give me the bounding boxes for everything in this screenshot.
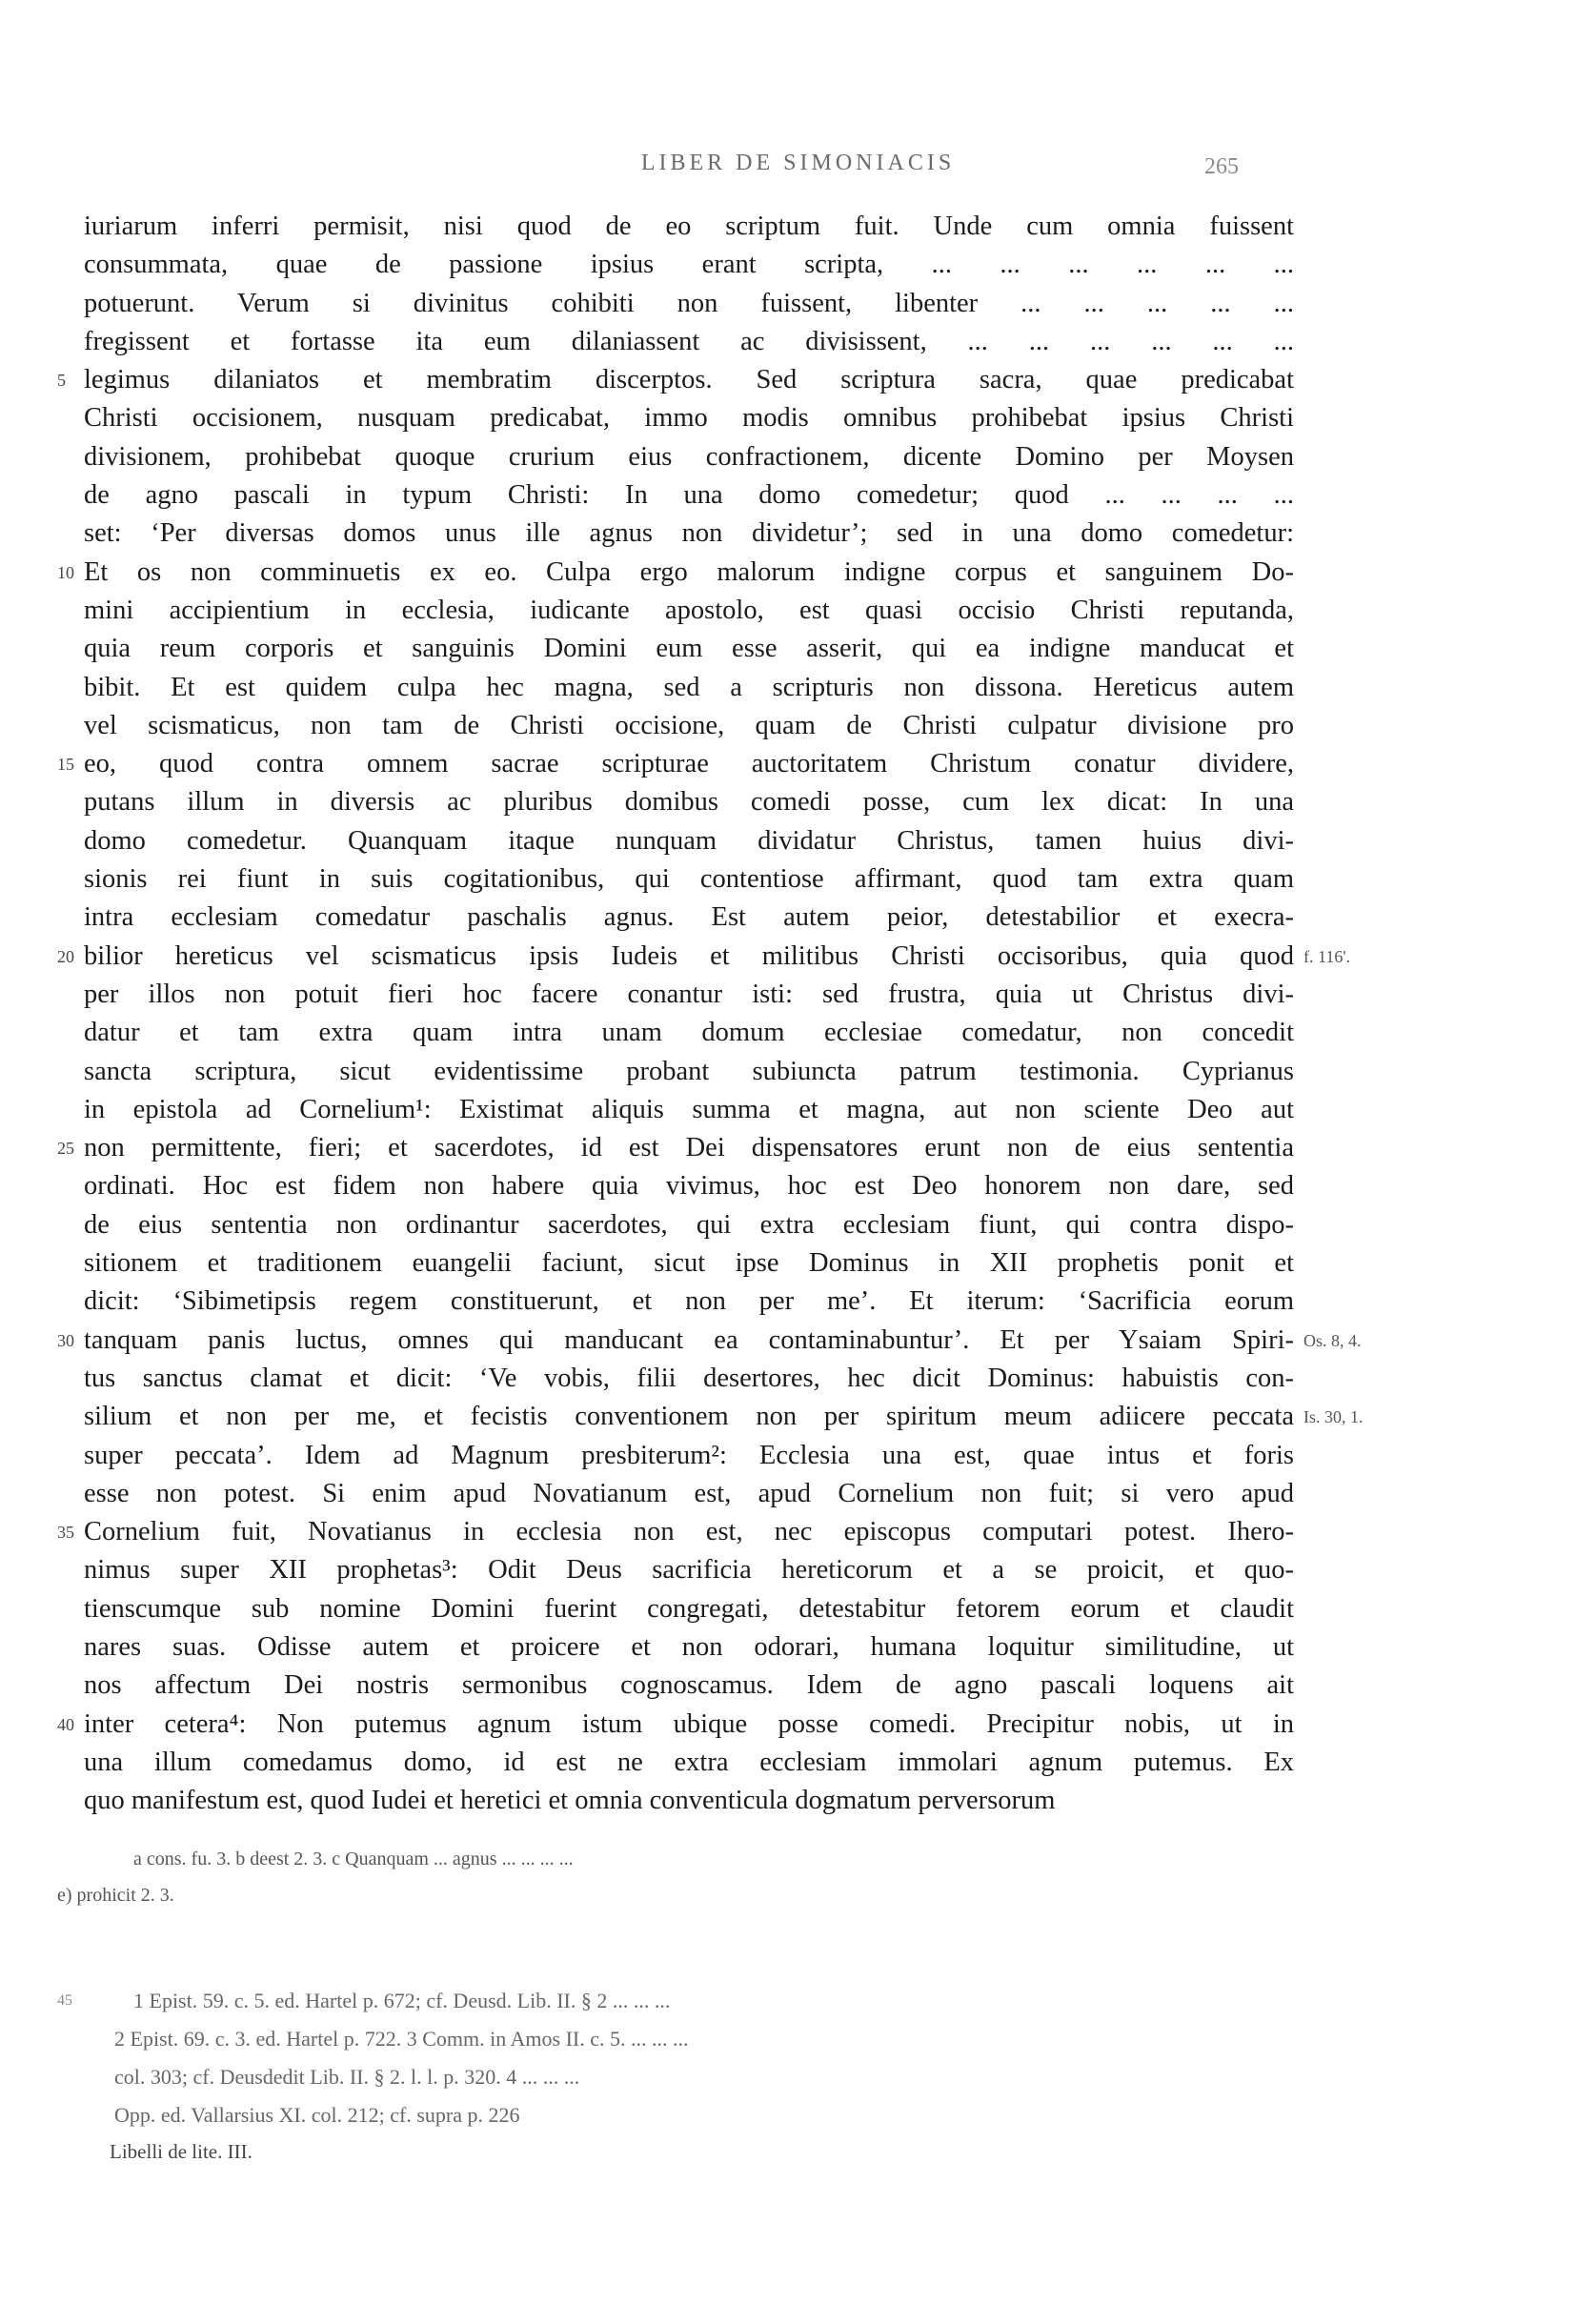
apparatus-line: e) prohicit 2. 3. (57, 1885, 174, 1906)
line-text: nimus super XII prophetas³: Odit Deus sacrificia hereticorum et a se proicit, et quo- (84, 1555, 1294, 1586)
line-text: potuerunt. Verum si divinitus cohibiti non fuissent, libenter ... ... ... ... ... (84, 288, 1294, 318)
line-text: de agno pascali in typum Christi: In una domo comedetur; quod ... ... ... ... (84, 480, 1294, 511)
text-line (57, 707, 1391, 745)
text-line (57, 630, 1391, 668)
text-line (57, 1360, 1391, 1398)
line-text: divisionem, prohibebat quoque crurium eius confractionem, dicente Domino per Moysen (84, 441, 1294, 472)
line-number: 35 (57, 1523, 74, 1543)
line-text: Christi occisionem, nusquam predicabat, immo modis omnibus prohibebat ipsius Christi (84, 403, 1294, 434)
text-line (57, 438, 1391, 476)
text-line (57, 1475, 1391, 1513)
footnote-line (57, 2058, 1315, 2096)
text-line (57, 208, 1391, 246)
line-text: tus sanctus clamat et dicit: ‘Ve vobis, filii desertores, hec dicit Dominus: habuistis con- (84, 1363, 1294, 1393)
line-text: esse non potest. Si enim apud Novatianum est, apud Cornelium non fuit; si vero apud (84, 1478, 1294, 1508)
main-text (57, 208, 1391, 1820)
line-text: tanquam panis luctus, omnes qui manducant ea contaminabuntur’. Et per Ysaiam Spiri- (84, 1324, 1294, 1355)
text-line (57, 1014, 1391, 1052)
text-line (57, 899, 1391, 937)
line-number: 20 (57, 946, 74, 966)
margin-note: Is. 30, 1. (1303, 1407, 1364, 1427)
line-text: legimus dilaniatos et membratim discerptos. Sed scriptura sacra, quae predicabat (84, 365, 1294, 395)
line-text: intra ecclesiam comedatur paschalis agnus. Est autem peior, detestabilior et execra- (84, 902, 1294, 933)
line-text: sitionem et traditionem euangelii faciunt, sicut ipse Dominus in XII prophetis ponit et (84, 1248, 1294, 1279)
text-line (57, 1551, 1391, 1589)
text-line (57, 1744, 1391, 1782)
line-text: per illos non potuit fieri hoc facere conantur isti: sed frustra, quia ut Christus divi- (84, 979, 1294, 1009)
footnote-text: 1 Epist. 59. c. 5. ed. Hartel p. 672; cf. Deusd. Lib. II. § 2 ... ... ... (133, 1989, 671, 2012)
text-line (57, 1283, 1391, 1321)
text-line (57, 246, 1391, 284)
line-text: bilior hereticus vel scismaticus ipsis Iudeis et militibus Christi occisoribus, quia quod (84, 940, 1294, 971)
footnote-line (57, 2020, 1315, 2058)
text-line (57, 592, 1391, 630)
footnote-text: Opp. ed. Vallarsius XI. col. 212; cf. supra p. 226 (114, 2103, 520, 2127)
line-text: nos affectum Dei nostris sermonibus cognoscamus. Idem de agno pascali loquens ait (84, 1670, 1294, 1701)
line-text: Cornelium fuit, Novatianus in ecclesia non est, nec episcopus computari potest. Ihero- (84, 1517, 1294, 1547)
line-number: 25 (57, 1139, 74, 1159)
text-line (57, 399, 1391, 437)
line-text: domo comedetur. Quanquam itaque nunquam dividatur Christus, tamen huius divi- (84, 825, 1294, 856)
line-text: bibit. Et est quidem culpa hec magna, sed a scripturis non dissona. Hereticus autem (84, 672, 1294, 702)
running-title: LIBER DE SIMONIACIS (640, 151, 956, 175)
line-text: ordinati. Hoc est fidem non habere quia vivimus, hoc est Deo honorem non dare, sed (84, 1171, 1294, 1202)
line-text: non permittente, fieri; et sacerdotes, id est Dei dispensatores erunt non de eius sententia (84, 1133, 1294, 1163)
line-text: mini accipientium in ecclesia, iudicante apostolo, est quasi occisio Christi reputanda, (84, 595, 1294, 625)
critical-apparatus (57, 1841, 1296, 1913)
apparatus-line: a cons. fu. 3. b deest 2. 3. c Quanquam ... agnus ... ... ... ... (133, 1849, 574, 1869)
line-text: fregissent et fortasse ita eum dilaniassent ac divisissent, ... ... ... ... ... ... (84, 326, 1294, 356)
line-text: super peccata’. Idem ad Magnum presbiterum²: Ecclesia una est, quae intus et foris (84, 1440, 1294, 1470)
text-line (57, 783, 1391, 821)
text-line (57, 822, 1391, 860)
line-text: de eius sententia non ordinantur sacerdotes, qui extra ecclesiam fiunt, qui contra dispo- (84, 1209, 1294, 1240)
line-text: sionis rei fiunt in suis cogitationibus, qui contentiose affirmant, quod tam extra quam (84, 864, 1294, 895)
footnote-line (57, 2096, 1315, 2134)
text-line (57, 515, 1391, 553)
text-line (57, 1437, 1391, 1475)
text-line (57, 1091, 1391, 1129)
text-line (57, 976, 1391, 1014)
line-text: eo, quod contra omnem sacrae scripturae auctoritatem Christum conatur dividere, (84, 749, 1294, 779)
line-text: datur et tam extra quam intra unam domum ecclesiae comedatur, non concedit (84, 1018, 1294, 1048)
text-line (57, 1706, 1391, 1744)
line-number: 30 (57, 1330, 74, 1350)
line-text: sancta scriptura, sicut evidentissime probant subiuncta patrum testimonia. Cyprianus (84, 1056, 1294, 1086)
line-number: 10 (57, 562, 74, 582)
text-line (57, 1513, 1391, 1551)
line-text: una illum comedamus domo, id est ne extra ecclesiam immolari agnum putemus. Ex (84, 1747, 1294, 1777)
line-text: iuriarum inferri permisit, nisi quod de eo scriptum fuit. Unde cum omnia fuissent (84, 212, 1294, 241)
text-line (57, 938, 1391, 976)
text-line (57, 1167, 1391, 1205)
text-line (57, 1782, 1391, 1820)
running-head (0, 151, 1596, 189)
text-line (57, 554, 1391, 592)
line-text: silium et non per me, et fecistis conventionem non per spiritum meum adiicere peccata (84, 1402, 1294, 1432)
footnote-text: col. 303; cf. Deusdedit Lib. II. § 2. l. l. p. 320. 4 ... ... ... (114, 2065, 580, 2089)
line-number: 5 (57, 371, 66, 391)
text-line (57, 361, 1391, 399)
line-text: putans illum in diversis ac pluribus domibus comedi posse, cum lex dicat: In una (84, 787, 1294, 818)
line-text: set: ‘Per diversas domos unus ille agnus non dividetur’; sed in una domo comedetur: (84, 518, 1294, 549)
line-text: in epistola ad Cornelium¹: Existimat aliquis summa et magna, aut non sciente Deo aut (84, 1094, 1294, 1124)
line-text: quo manifestum est, quod Iudei et heretici et omnia conventicula dogmatum perversorum (84, 1786, 1056, 1816)
line-text: Et os non comminuetis ex eo. Culpa ergo malorum indigne corpus et sanguinem Do- (84, 556, 1294, 587)
page-number: 265 (1204, 154, 1239, 179)
line-text: inter cetera⁴: Non putemus agnum istum ubique posse comedi. Precipitur nobis, ut in (84, 1708, 1294, 1739)
text-line (57, 1053, 1391, 1091)
text-line (57, 285, 1391, 323)
line-text: vel scismaticus, non tam de Christi occisione, quam de Christi culpatur divisione pro (84, 710, 1294, 740)
margin-note: Os. 8, 4. (1303, 1330, 1362, 1350)
text-line (57, 476, 1391, 515)
line-number: 15 (57, 755, 74, 775)
text-line (57, 1322, 1391, 1360)
footnote-line (57, 1982, 1315, 2020)
line-text: nares suas. Odisse autem et proicere et non odorari, humana loquitur similitudine, ut (84, 1631, 1294, 1662)
line-text: tienscumque sub nomine Domini fuerint congregati, detestabitur fetorem eorum et claudit (84, 1593, 1294, 1624)
line-text: consummata, quae de passione ipsius erant scripta, ... ... ... ... ... ... (84, 250, 1294, 280)
text-line (57, 1667, 1391, 1705)
text-line (57, 1206, 1391, 1244)
line-number: 45 (57, 1992, 72, 2009)
signature-line: Libelli de lite. III. (110, 2140, 253, 2163)
text-line (57, 1129, 1391, 1167)
text-line (57, 860, 1391, 899)
text-line (57, 1398, 1391, 1436)
footnote-text: 2 Epist. 69. c. 3. ed. Hartel p. 722. 3 Comm. in Amos II. c. 5. ... ... ... (114, 2027, 689, 2051)
text-line (57, 1628, 1391, 1667)
line-text: dicit: ‘Sibimetipsis regem constituerunt, et non per me’. Et iterum: ‘Sacrificia eorum (84, 1286, 1294, 1317)
text-line (57, 1244, 1391, 1283)
text-line (57, 669, 1391, 707)
line-number: 40 (57, 1714, 74, 1734)
text-line (57, 1590, 1391, 1628)
margin-note: f. 116'. (1303, 946, 1351, 966)
text-line (57, 745, 1391, 783)
line-text: quia reum corporis et sanguinis Domini eum esse asserit, qui ea indigne manducat et (84, 634, 1294, 664)
footnotes (57, 1982, 1315, 2134)
text-line (57, 323, 1391, 361)
